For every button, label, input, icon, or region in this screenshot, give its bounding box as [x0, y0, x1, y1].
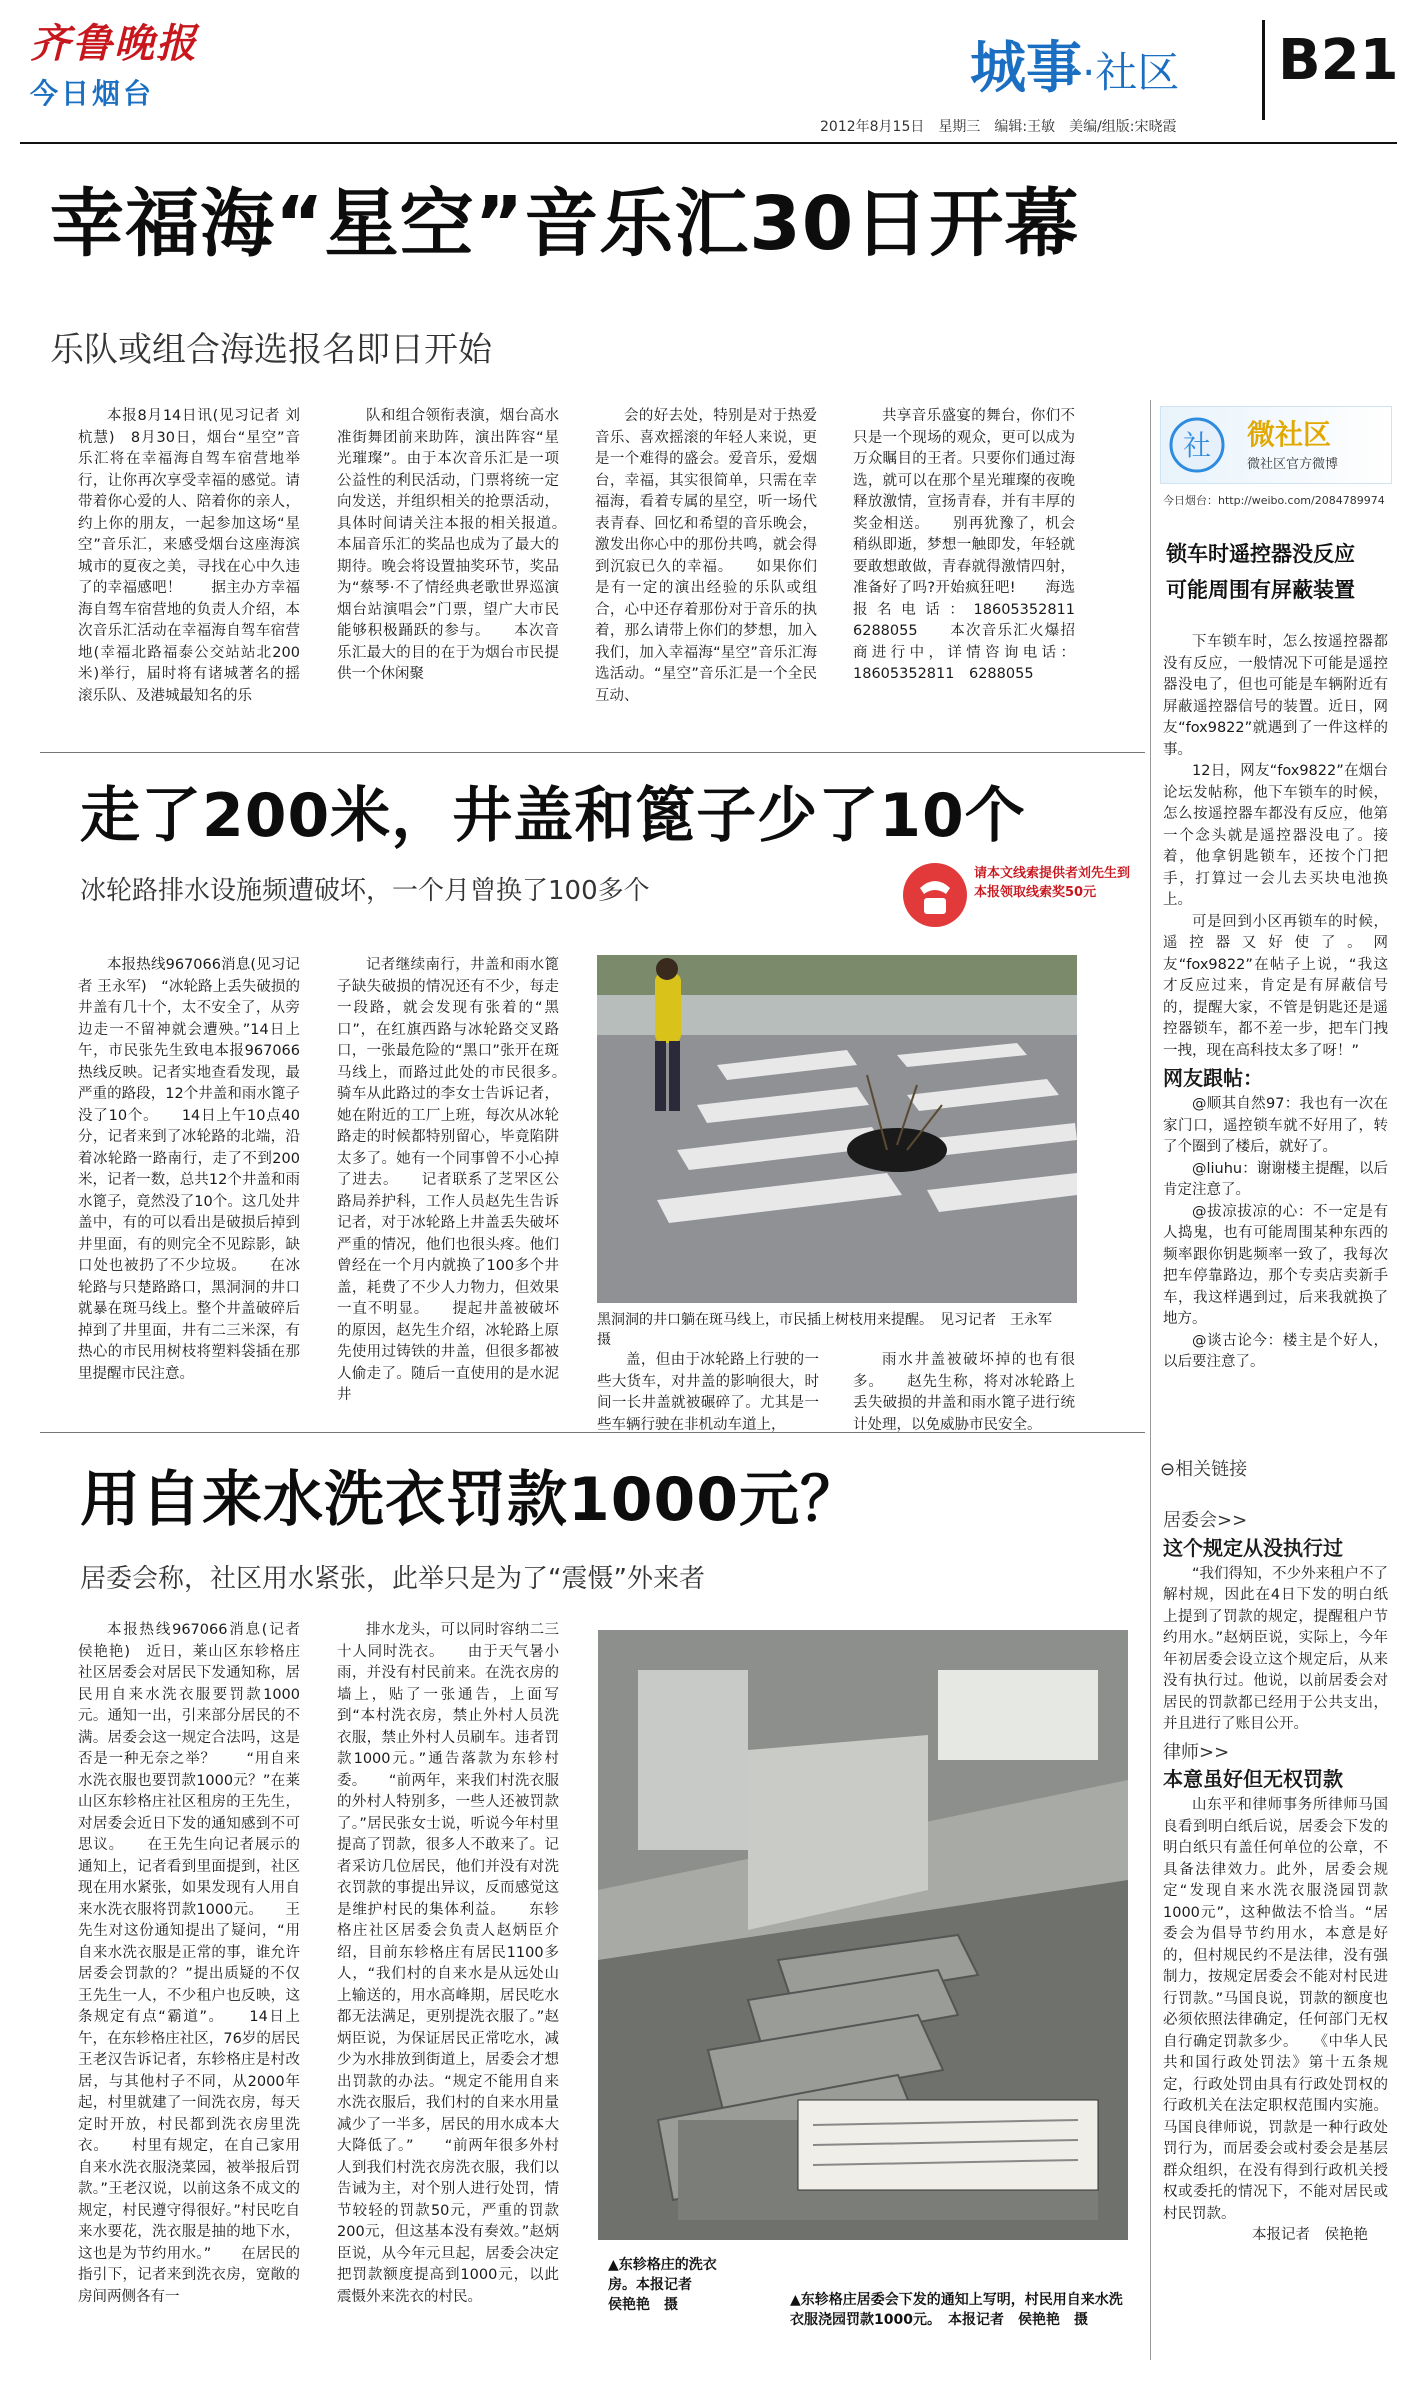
sub-lawyer: 本意虽好但无权罚款 [1163, 1767, 1343, 1791]
story2-headline: 走了200米，井盖和篦子少了10个 [80, 781, 1026, 851]
photo-manhole-caption: 黑洞洞的井口躺在斑马线上，市民插上树枝用来提醒。 见习记者 王永军 摄 [597, 1312, 1066, 1348]
photo-laundry-room [598, 1630, 1128, 2240]
dateline: 2012年8月15日 星期三 编辑:王敏 美编/组版:宋晓霞 [820, 119, 1177, 135]
tag-committee: 居委会>> [1163, 1510, 1248, 1531]
story1-headline: 幸福海“星空”音乐汇30日开幕 [50, 181, 1080, 267]
masthead-brand: 齐鲁晚报 [30, 20, 198, 67]
story1-subhead: 乐队或组合海选报名即日开始 [50, 330, 492, 370]
logo-label: 微社区 [1247, 418, 1332, 451]
story1-col4: 共享音乐盛宴的舞台，你们不只是一个现场的观众，更可以成为万众瞩目的王者。只要你们通过海选，就可以在那个星光璀璨的夜晚释放激情，宣扬青春，并有丰厚的奖金相送。 别再犹豫了，机会稍纵即逝，梦想一触即发，年轻就要敢想敢做，青春就得激情四射，准备好了吗?开始疯狂吧! 海选报名电话：18605352811 6288055 本次音乐汇火爆招商进行中，详情咨询电话：18605352811 6288055 [853, 408, 1090, 682]
story1-col1: 本报8月14日讯(见习记者 刘杭慧) 8月30日，烟台“星空”音乐汇将在幸福海自驾车宿营地举行，让你再次享受幸福的感觉。请带着你心爱的人、陪着你的亲人，约上你的朋友，一起参加这场“星空”音乐汇，来感受烟台这座海滨城市的夏夜之美，寻找在心中久违了的幸福感吧！ 据主办方幸福海自驾车宿营地的负责人介绍，本次音乐汇活动在幸福海自驾车宿营地(幸福北路福泰公交站站北200米)举行，届时将有诸城著名的摇滚乐队、及港城最知名的乐 [78, 408, 300, 704]
edition-label: 今日烟台 [30, 77, 155, 110]
sidebar-divider [1150, 400, 1151, 2360]
sidebar-head1: 锁车时遥控器没反应 [1166, 542, 1355, 566]
sidebar-body: 下车锁车时，怎么按遥控器都没有反应，一般情况下可能是遥控器没电了，但也可能是车辆附近有屏蔽遥控器信号的装置。近日，网友“fox9822”就遇到了一件这样的事。 12日，网友“fox9822”在烟台论坛发帖称，他下车锁车的时候，怎么按遥控器车都没有反应，他第一个念头就是遥控器没电了。接着，他拿钥匙锁车，还按个门把手，打算过一会儿去买块电池换上。 可是回到小区再锁车的时候，遥控器又好使了。网友“fox9822”在帖子上说，“我这才反应过来，肯定是有屏蔽信号的，提醒大家，不管是钥匙还是遥控器锁车，都不差一步，把车门拽一拽，现在高科技太多了呀！” 网友跟帖： @顺其自然97：我也有一次在家门口，遥控锁车就不好用了，转了个圈到了楼后，就好了。 @liuhu：谢谢楼主提醒，以后肯定注意了。 @拔凉拔凉的心：不一定是有人捣鬼，也有可能周围某种东西的频率跟你钥匙频率一致了，我每次把车停靠路边，那个专卖店卖新手车，我这样遇到过，后来我就换了地方。 @谈古论今：楼主是个好人，以后要注意了。 [1163, 634, 1388, 1370]
section-title: 城事·社区 [970, 36, 1180, 101]
related-link-label: ⊖相关链接 [1160, 1459, 1248, 1480]
story1-col2: 队和组合领衔表演，烟台高水准街舞团前来助阵，演出阵容“星光璀璨”。由于本次音乐汇是一项公益性的利民活动，门票将统一定向发送，并组织相关的抢票活动，具体时间请关注本报的相关报道。 本届音乐汇的奖品也成为了最大的期待。晚会将设置抽奖环节，奖品为“蔡琴·不了情经典老歌世界巡演烟台站演唱会”门票，望广大市民能够积极踊跃的参与。 本次音乐汇最大的目的在于为烟台市民提供一个休闲聚 [337, 408, 588, 682]
divider [40, 1432, 1145, 1433]
story3-subhead: 居委会称，社区用水紧张，此举只是为了“震慑”外来者 [80, 1564, 705, 1594]
page-number: B21 [1278, 28, 1399, 93]
story1-col3: 会的好去处，特别是对于热爱音乐、喜欢摇滚的年轻人来说，更是一个难得的盛会。爱音乐，爱烟台，幸福，其实很简单，只需在幸福海，看着专属的星空，听一场代表青春、回忆和希望的音乐晚会，激发出你心中的那份共鸣，就会得到沉寂已久的幸福。 如果你们是有一定的演出经验的乐队或组合，心中还存着那份对于音乐的执着，那么请带上你们的梦想，加入我们，加入幸福海“星空”音乐汇海选活动。“星空”音乐汇是一个全民互动、 [595, 408, 817, 704]
hotline-text: 请本文线索提供者刘先生到本报领取线索奖50元 [974, 866, 1131, 900]
phone-icon [900, 860, 970, 930]
weibo-account: 今日烟台：http://weibo.com/2084789974 [1163, 494, 1385, 507]
photo-notice-caption: ▲东轸格庄居委会下发的通知上写明，村民用自来水洗衣服浇园罚款1000元。 本报记者 侯艳艳 摄 [790, 2292, 1123, 2328]
story3-col1: 本报热线967066消息(记者 侯艳艳) 近日，莱山区东轸格庄社区居委会对居民下发通知称，居民用自来水洗衣服要罚款1000元。通知一出，引来部分居民的不满。居委会这一规定合法吗，这是否是一种无奈之举？ “用自来水洗衣服也要罚款1000元？”在莱山区东轸格庄社区租房的王先生，对居委会近日下发的通知感到不可思议。 在王先生向记者展示的通知上，记者看到里面提到，社区现在用水紧张，如果发现有人用自来水洗衣服将罚款1000元。 王先生对这份通知提出了疑问，“用自来水洗衣服是正常的事，谁允许居委会罚款的？”提出质疑的不仅王先生一人，不少租户也反映，这条规定有点“霸道”。 14日上午，在东轸格庄社区，76岁的居民王老汉告诉记者，东轸格庄是村改居，与其他村子不同，从2000年起，村里就建了一间洗衣房，每天定时开放，村民都到洗衣房里洗衣。 村里有规定，在自己家用自来水洗衣服浇菜园，被举报后罚款。”王老汉说，以前这条不成文的规定，村民遵守得很好。”村民吃自来水要花，洗衣服是抽的地下水，这也是为节约用水。” 在居民的指引下，记者来到洗衣房，宽敞的房间两侧各有一 [78, 1622, 300, 2305]
photo-manhole [597, 955, 1077, 1303]
byline: 本报记者 侯艳艳 [1252, 2227, 1368, 2243]
tag-lawyer: 律师>> [1163, 1741, 1230, 1763]
story3-col2: 排水龙头，可以同时容纳二三十人同时洗衣。 由于天气暑小雨，并没有村民前来。在洗衣房的墙上，贴了一张通告，上面写到“本村洗衣房，禁止外村人员洗衣服，禁止外村人员刷车。违者罚款1000元。”通告落款为东轸村委。 “前两年，来我们村洗衣服的外村人特别多，一些人还被罚款了。”居民张女士说，听说今年村里提高了罚款，很多人不敢来了。记者采访几位居民，他们并没有对洗衣罚款的事提出异议，反而感觉这是维护村民的集体利益。 东轸格庄社区居委会负责人赵炳臣介绍，目前东轸格庄有居民1100多人，“我们村的自来水是从远处山上输送的，用水高峰期，居民吃水都无法满足，更别提洗衣服了。”赵炳臣说，为保证居民正常吃水，减少为水排放到街道上，居委会才想出罚款的办法。“规定不能用自来水洗衣服后，我们村的自来水用量减少了一半多，居民的用水成本大大降低了。” “前两年很多外村人到我们村洗衣房洗衣服，我们以告诫为主，对个别人进行处罚，情节较轻的罚款50元，严重的罚款200元，但这基本没有奏效。”赵炳臣说，从今年元旦起，居委会决定把罚款额度提高到1000元，以此震慑外来洗衣的村民。 [337, 1622, 559, 2305]
sub-committee: 这个规定从没执行过 [1163, 1535, 1343, 1560]
sidebar-head2: 可能周围有屏蔽装置 [1166, 578, 1355, 602]
story2-col4: 雨水井盖被破坏掉的也有很多。 赵先生称，将对冰轮路上丢失破损的井盖和雨水篦子进行统计处理，以免威胁市民安全。 [853, 1352, 1075, 1433]
logo-sub: 微社区官方微博 [1247, 457, 1339, 472]
hotline-badge [900, 860, 1140, 930]
story3-headline: 用自来水洗衣罚款1000元？ [80, 1465, 861, 1535]
story2-subhead: 冰轮路排水设施频遭破坏，一个月曾换了100多个 [80, 876, 650, 906]
photo-laundry-caption: ▲东轸格庄的洗衣房。本报记者 侯艳艳 摄 [608, 2257, 717, 2313]
story2-col2: 记者继续南行，井盖和雨水篦子缺失破损的情况还有不少，每走一段路，就会发现有张着的“黑口”，在红旗西路与冰轮路交叉路口，一张最危险的“黑口”张开在斑马线上，而路过此处的市民很多。 骑车从此路过的李女士告诉记者，她在附近的工厂上班，每次从冰轮路走的时候都特别留心，毕竟陷阱太多了。她有一个同事曾不小心掉了进去。 记者联系了芝罘区公路局养护科，工作人员赵先生告诉记者，对于冰轮路上井盖丢失破坏严重的情况，他们也很头疼。他们曾经在一个月内就换了100多个井盖，耗费了不少人力物力，但效果一直不明显。 提起井盖被破坏的原因，赵先生介绍，冰轮路上原先使用过铸铁的井盖，但很多都被人偷走了。随后一直使用的是水泥井 [337, 957, 588, 1403]
replies-title: 网友跟帖： [1163, 1066, 1263, 1090]
divider [40, 752, 1145, 753]
weibo-logo [1160, 406, 1392, 484]
story2-col3: 盖，但由于冰轮路上行驶的一些大货车，对井盖的影响很大，时间一长井盖就被碾碎了。尤其是一些车辆行驶在非机动车道上， [597, 1352, 819, 1433]
header-rule [20, 142, 1397, 144]
header-divider [1262, 20, 1265, 120]
story2-col1: 本报热线967066消息(见习记者 王永军) “冰轮路上丢失破损的井盖有几十个，太不安全了，从旁边走一不留神就会遭殃。”14日上午，市民张先生致电本报967066热线反映。记者实地查看发现，最严重的路段，12个井盖和雨水篦子没了10个。 14日上午10点40分，记者来到了冰轮路的北端，沿着冰轮路一路南行，走了不到200米，记者一数，总共12个井盖和雨水篦子，竟然没了10个。这几处井盖中，有的可以看出是破损后掉到井里面，有的则完全不见踪影，缺口处也被扔了不少垃圾。 在冰轮路与只楚路路口，黑洞洞的井口就暴在斑马线上。整个井盖破碎后掉到了井里面，井有二三米深，有热心的市民用树枝将塑料袋插在那里提醒市民注意。 [78, 957, 300, 1382]
svg-text:社: 社 [1182, 429, 1212, 462]
related-section: 居委会>> 这个规定从没执行过 “我们得知，不少外来租户不了解村规，因此在4日下发的明白纸上提到了罚款的规定，提醒租户节约用水。”赵炳臣说，实际上，今年年初居委会设立这个规定后，从来没有执行过。他说，以前居委会对居民的罚款都已经用于公共支出，并且进行了账目公开。 律师>> 本意虽好但无权罚款 山东平和律师事务所律师马国良看到明白纸后说，居委会下发的明白纸只有盖任何单位的公章，不具备法律效力。此外，居委会规定“发现自来水洗衣服浇园罚款1000元”，这种做法不恰当。“居委会为倡导节约用水，本意是好的，但村规民约不是法律，没有强制力，按规定居委会不能对村民进行罚款。”马国良说，罚款的额度也必须依照法律确定，任何部门无权自行确定罚款多少。 《中华人民共和国行政处罚法》第十五条规定，行政处罚由具有行政处罚权的行政机关在法定职权范围内实施。马国良律师说，罚款是一种行政处罚行为，而居委会或村委会是基层群众组织，在没有得到行政机关授权或委托的情况下，不能对居民或村民罚款。 本报记者 侯艳艳 [1163, 1510, 1388, 2247]
weibo-icon [1167, 415, 1231, 475]
